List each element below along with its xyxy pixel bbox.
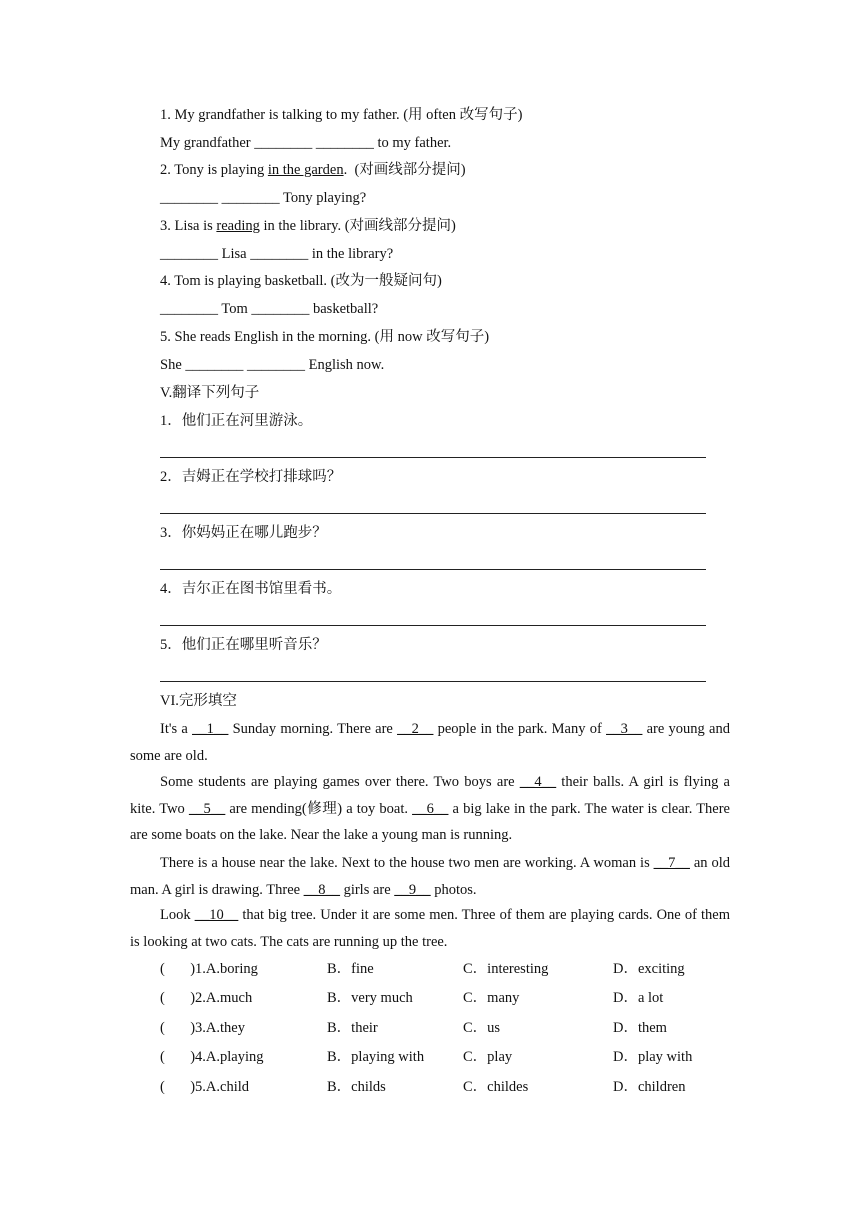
option-b: B．playing with <box>327 1049 425 1065</box>
cloze-blank-7: __7__ <box>653 855 690 871</box>
answer-rule-1 <box>160 457 706 458</box>
question-2-pre: 2. Tony is playing <box>160 162 268 178</box>
cloze-blank-6: __6__ <box>412 800 449 817</box>
option-question: ( )3.A.they <box>160 1020 245 1036</box>
cloze-blank-3: __3__ <box>606 721 643 737</box>
option-row-3 <box>160 1019 730 1037</box>
question-3 <box>160 217 456 235</box>
question-1: 1. My grandfather is talking to my father. (用 often 改写句子) <box>160 107 523 123</box>
cloze-text: their balls. A girl is flying a kite. Two <box>130 774 730 817</box>
option-question: ( )4.A.playing <box>160 1049 264 1065</box>
translate-item-3: 3．你妈妈正在哪儿跑步？ <box>160 525 327 541</box>
option-row-1 <box>160 960 730 978</box>
answer-line-1: My grandfather ________ ________ to my father. <box>160 135 452 151</box>
cloze-blank-10: __10__ <box>194 907 239 923</box>
answer-rule-5 <box>160 681 706 682</box>
question-4: 4. Tom is playing basketball. (改为一般疑问句) <box>160 273 442 289</box>
option-c: C．us <box>463 1020 501 1036</box>
cloze-blank-5: __5__ <box>188 800 226 817</box>
section-v-heading: V.翻译下列句子 <box>160 385 260 401</box>
option-c: C．interesting <box>463 961 549 977</box>
question-2 <box>160 161 466 179</box>
option-b: B．their <box>327 1020 378 1036</box>
option-row-2 <box>160 989 730 1007</box>
translate-item-5: 5．他们正在哪里听音乐？ <box>160 637 327 653</box>
option-b: B．very much <box>327 990 413 1006</box>
option-c: C．many <box>463 990 520 1006</box>
option-d: D．a lot <box>613 990 664 1006</box>
cloze-blank-8: __8__ <box>303 881 340 898</box>
option-b: B．childs <box>327 1079 386 1095</box>
cloze-paragraph-3 <box>130 850 730 903</box>
cloze-text: that big tree. Under it are some men. Three of them are playing cards. One of them is looking at two cats. The cats are running up the tree. <box>130 907 731 950</box>
option-d: D．children <box>613 1079 686 1095</box>
question-3-pre: 3. Lisa is <box>160 218 217 234</box>
option-row-4 <box>160 1048 730 1066</box>
answer-rule-4 <box>160 625 706 626</box>
cloze-blank-9: __9__ <box>394 881 431 898</box>
cloze-text: an old man. A girl is drawing. Three <box>130 855 730 898</box>
cloze-text: It's a <box>160 721 193 737</box>
answer-rule-3 <box>160 569 706 570</box>
question-5: 5. She reads English in the morning. (用 now 改写句子) <box>160 329 490 345</box>
cloze-paragraph-2 <box>130 769 730 849</box>
cloze-text: a big lake in the park. The water is clear. There are some boats on the lake. Near the lake a young man is running. <box>130 800 730 843</box>
cloze-text: are mending(修理) a toy boat. <box>225 800 413 817</box>
cloze-text: There is a house near the lake. Next to the house two men are working. A woman is <box>160 855 654 871</box>
option-c: C．play <box>463 1049 513 1065</box>
answer-line-5: She ________ ________ English now. <box>160 357 385 373</box>
answer-line-4: ________ Tom ________ basketball? <box>160 301 379 317</box>
option-d: D．play with <box>613 1049 693 1065</box>
section-vi-heading: VI.完形填空 <box>160 693 237 709</box>
cloze-text: photos. <box>430 881 477 898</box>
translate-item-2: 2．吉姆正在学校打排球吗？ <box>160 469 342 485</box>
option-question: ( )2.A.much <box>160 990 253 1006</box>
option-d: D．exciting <box>613 961 685 977</box>
answer-rule-2 <box>160 513 706 514</box>
option-question: ( )5.A.child <box>160 1079 249 1095</box>
question-3-underlined: reading <box>216 218 260 234</box>
cloze-blank-4: __4__ <box>519 774 557 790</box>
option-b: B．fine <box>327 961 374 977</box>
cloze-text: are young and some are old. <box>130 721 730 764</box>
option-d: D．them <box>613 1020 667 1036</box>
cloze-text: people in the park. Many of <box>433 721 607 737</box>
answer-line-2: ________ ________ Tony playing? <box>160 190 367 206</box>
translate-item-1: 1．他们正在河里游泳。 <box>160 413 313 429</box>
cloze-text: girls are <box>339 881 395 898</box>
cloze-text: Look <box>160 907 195 923</box>
cloze-paragraph-1 <box>130 716 730 769</box>
question-2-underlined: in the garden <box>267 162 344 178</box>
question-2-post: . (对画线部分提问) <box>343 162 466 178</box>
cloze-blank-1: __1__ <box>192 721 229 737</box>
cloze-text: Some students are playing games over there. Two boys are <box>160 774 520 790</box>
cloze-paragraph-4 <box>130 902 730 955</box>
cloze-blank-2: __2__ <box>397 721 434 737</box>
option-question: ( )1.A.boring <box>160 961 258 977</box>
answer-line-3: ________ Lisa ________ in the library? <box>160 246 394 262</box>
question-3-post: in the library. (对画线部分提问) <box>259 218 456 234</box>
translate-item-4: 4．吉尔正在图书馆里看书。 <box>160 581 342 597</box>
option-c: C．childes <box>463 1079 529 1095</box>
option-row-5 <box>160 1078 730 1096</box>
cloze-text: Sunday morning. There are <box>228 721 398 737</box>
